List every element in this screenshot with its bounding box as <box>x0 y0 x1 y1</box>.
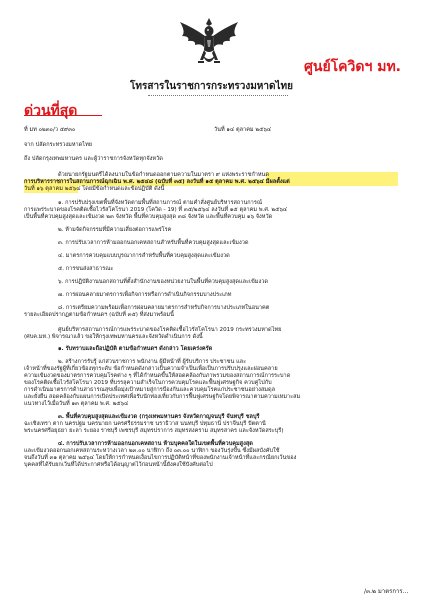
section-line: ๔. การปรับเวลาการห้ามออกนอกเคหสถาน ห้ามบุคคลใดในเขตพื้นที่ควบคุมสูงสุด <box>58 441 253 447</box>
section-line: บุคคลที่ได้รับยกเว้นที่ได้ประกาศหรือได้อนุญาตไว้ก่อนหน้านี้ยังคงใช้บังคับต่อไป <box>24 462 213 468</box>
list-item: ๘. การเตรียมความพร้อมเพื่อการผ่อนคลายมาตรการสำหรับกิจการบางประเภทในอนาคต <box>58 305 270 311</box>
paragraph-line: ด้วยนายกรัฐมนตรีได้ลงนามในข้อกำหนดออกตามความในมาตรา ๙ แห่งพระราชกำหนด <box>58 172 270 178</box>
section-line: พระนครศรีอยุธยา ยะลา ระยอง ราชบุรี เพชรบุรี สมุทรปราการ สมุทรสงคราม สมุทรสาคร และจังหวัดสระบุรี) <box>24 428 284 434</box>
section-line: จนถึงวันที่ ๓๑ ตุลาคม ๒๕๖๔ โดยให้การกำหนดเงื่อนไขการปฏิบัติหน้าที่ของพนักงานเจ้าหน้าที่และกรณียกเว้นของ <box>24 455 297 461</box>
list-item: ๖. การปฏิบัติงานนอกสถานที่ตั้งสำนักงานของหน่วยงานในพื้นที่ควบคุมสูงสุดและเข้มงวด <box>58 279 268 285</box>
memo-date: วันที่ ๑๔ ตุลาคม ๒๕๖๔ <box>214 127 272 133</box>
reference-number: ที่ มท ๐๒๓๐/ว ๕๙๓๐ <box>24 127 76 133</box>
section-line: ของโรคติดเชื้อไวรัสโคโรนา 2019 ที่บรรลุความสำเร็จในการควบคุมโรคและฟื้นฟูเศรษฐกิจ ควบคู่ไปกับ <box>24 380 272 386</box>
section-line: และเข้มงวดออกนอกเคหสถานระหว่างเวลา ๒๓.๐๐ นาฬิกา ถึง ๐๓.๐๐ นาฬิกา ของวันรุ่งขึ้น ซึ่งมีผลบังคับใช้ <box>24 448 280 454</box>
memo-to: ถึง ปลัดกรุงเทพมหานคร และผู้ว่าราชการจังหวัดทุกจังหวัด <box>24 156 163 162</box>
list-item: ๓. การปรับเวลาการห้ามออกนอกเคหสถานสำหรับพื้นที่ควบคุมสูงสุดและเข้มงวด <box>58 240 249 246</box>
paragraph-line: ศูนย์บริหารสถานการณ์การแพร่ระบาดของโรคติดเชื้อไวรัสโคโรนา 2019 กระทรวงมหาดไทย <box>58 327 282 333</box>
continuation-marker: /๓.๒ มาตรการ... <box>364 588 409 595</box>
paragraph-line: (ศบค.มท.) พิจารณาแล้ว ขอให้กรุงเทพมหานครและจังหวัดดำเนินการ ดังนี้ <box>24 334 203 340</box>
paragraph-line: วันที่ ๑๖ ตุลาคม ๒๕๖๔ โดยมีข้อกำหนดและข้อปฏิบัติ ดังนี้ <box>24 186 165 192</box>
section-line: และยั่งยืน สอดคล้องกับแผนการเปิดประเทศเพื่อรับนักท่องเที่ยวกับการฟื้นฟูเศรษฐกิจโดยพิจารณาตามความเหมาะสม <box>24 394 301 400</box>
highlight-decree <box>266 172 398 179</box>
list-item: ๑. การปรับปรุงเขตพื้นที่จังหวัดตามพื้นที่สถานการณ์ ตามคำสั่งศูนย์บริหารสถานการณ์ <box>58 200 263 206</box>
memo-title: โทรสารในราชการกระทรวงมหาดไทย <box>130 81 293 92</box>
list-item: การแพร่ระบาดของโรคติดเชื้อไวรัสโคโรนา 2019 (โควิด - 19) ที่ ๓๕/๒๕๖๔ ลงวันที่ ๑๕ ตุลาคม พ.ศ. ๒๕๖๔ <box>24 207 288 213</box>
list-item: ๕. การขนส่งสาธารณะ <box>58 266 114 272</box>
section-line: ๓. พื้นที่ควบคุมสูงสุดและเข้มงวด (กรุงเทพมหานคร จังหวัดกาญจนบุรี จันทบุรี ชลบุรี <box>58 414 260 420</box>
section-line: ๒. สร้างการรับรู้ แก่ส่วนราชการ พนักงาน ผู้มีหน้าที่ ผู้รับบริการ ประชาชน และ <box>58 359 247 365</box>
garuda-emblem-icon <box>176 14 242 70</box>
urgency-underline <box>24 115 102 116</box>
section-line: การดำเนินมาตรการด้านสาธารณสุขเพื่อมุ่งเป้าหมายสู่การป้องกันและควบคุมโรคแก่ประชาชนอย่างสมดุล <box>24 387 276 393</box>
memo-from: จาก ปลัดกระทรวงมหาดไทย <box>24 142 93 148</box>
section-line: เจ้าหน้าที่ของรัฐผู้ที่เกี่ยวข้องทุกระดับ ข้อกำหนดดังกล่าวเป็นความจำเป็นเพื่อเป็นการปรับปรุงและผ่อนคลาย <box>24 366 278 372</box>
section-line: แนวทางไว้เมื่อวันที่ ๑๓ ตุลาคม พ.ศ. ๒๕๖๔ <box>24 401 129 407</box>
urgency-label: ด่วนที่สุด <box>24 103 78 119</box>
list-item: ๒. ห้ามจัดกิจกรรมที่มีความเสี่ยงต่อการแพร่โรค <box>58 227 172 233</box>
paragraph-line: การบริหารราชการในสถานการณ์ฉุกเฉิน พ.ศ. ๒๕๔๘ (ฉบับที่ ๓๕) ลงวันที่ ๑๕ ตุลาคม พ.ศ. ๒๕๖๔ มีผลตั้งแต่ <box>24 179 290 185</box>
list-item: เป็นพื้นที่ควบคุมสูงสุดและเข้มงวด ๒๓ จังหวัด พื้นที่ควบคุมสูงสุด ๓๘ จังหวัด และพื้นที่ควบคุม ๑๖ จังหวัด <box>24 214 273 220</box>
list-item: ๗. การผ่อนคลายมาตรการเพื่อกิจการหรือการดำเนินกิจกรรมบางประเภท <box>58 292 232 298</box>
title-dotted-line <box>148 95 288 96</box>
section-line: ฉะเชิงเทรา ตาก นครปฐม นครนายก นครศรีธรรมราช นราธิวาส นนทบุรี ปทุมธานี ปราจีนบุรี ปัตตานี <box>24 421 266 427</box>
section-line: ความเข้มงวดของมาตรการควบคุมโรคต่าง ๆ ที่ได้กำหนดขึ้นให้สอดคล้องกับภาพรวมของสถานการณ์การระบาด <box>24 373 291 379</box>
section-heading: ๑. รับทราบและถือปฏิบัติ ตามข้อกำหนดฯ ดังกล่าว โดยเคร่งครัด <box>58 346 213 352</box>
list-item: รายละเอียดปรากฏตามข้อกำหนดฯ (ฉบับที่ ๓๕) ที่ส่งมาพร้อมนี้ <box>24 312 174 318</box>
list-item: ๔. มาตรการควบคุมแบบบูรณาการสำหรับพื้นที่ควบคุมสูงสุดและเข้มงวด <box>58 253 230 259</box>
center-stamp: ศูนย์โควิดฯ มท. <box>303 59 401 75</box>
